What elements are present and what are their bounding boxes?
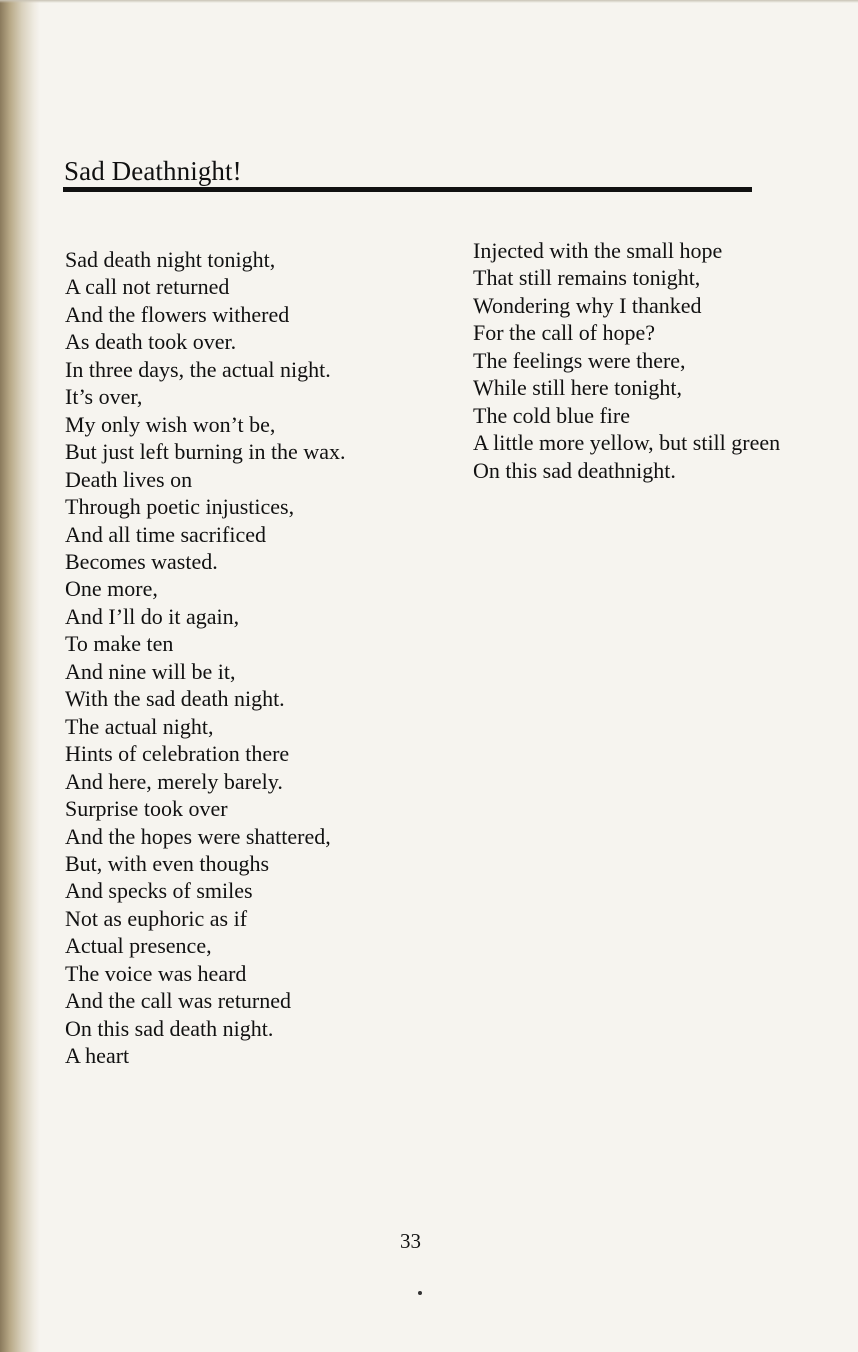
poem-left-column xyxy=(65,246,345,1070)
poem-line: Surprise took over xyxy=(65,796,228,822)
poem-line: And nine will be it, xyxy=(65,658,236,684)
poem-line: The feelings were there, xyxy=(473,347,686,373)
poem-line: Death lives on xyxy=(65,466,193,492)
poem-title: Sad Deathnight! xyxy=(64,156,242,186)
poem-line: Hints of celebration there xyxy=(65,741,290,767)
poem-line: Through poetic injustices, xyxy=(65,494,295,520)
poem-line: While still here tonight, xyxy=(473,375,682,401)
poem-line: And the call was returned xyxy=(65,988,292,1014)
poem-line: A heart xyxy=(65,1043,130,1069)
poem-line: A call not returned xyxy=(65,274,230,300)
poem-line: Wondering why I thanked xyxy=(473,292,702,318)
poem-line: The actual night, xyxy=(65,713,214,739)
poem-line: Injected with the small hope xyxy=(473,238,723,263)
page-number: 33 xyxy=(400,1229,421,1253)
poem-line: And the hopes were shattered, xyxy=(65,823,331,849)
poem-line: The cold blue fire xyxy=(473,402,630,428)
poem-right-column xyxy=(473,237,780,484)
poem-line: And here, merely barely. xyxy=(65,768,283,794)
title-underline-rule xyxy=(63,187,752,192)
poem-line: To make ten xyxy=(65,631,174,657)
poem-line: That still remains tonight, xyxy=(473,265,701,291)
poem-line: And I’ll do it again, xyxy=(65,603,240,629)
poem-line: And the flowers withered xyxy=(65,301,290,327)
poem-line: But, with even thoughs xyxy=(65,850,270,876)
poem-line: Becomes wasted. xyxy=(65,548,218,574)
poem-line: Not as euphoric as if xyxy=(65,905,248,931)
page-top-edge xyxy=(0,0,858,3)
poem-line: One more, xyxy=(65,576,158,602)
ink-speck xyxy=(418,1291,422,1295)
poem-line: Actual presence, xyxy=(65,933,212,959)
poem-line: And all time sacrificed xyxy=(65,521,266,547)
poem-line: In three days, the actual night. xyxy=(65,356,331,382)
poem-line: On this sad death night. xyxy=(65,1015,274,1041)
poem-line: The voice was heard xyxy=(65,960,247,986)
poem-line: A little more yellow, but still green xyxy=(473,430,781,456)
poem-line: As death took over. xyxy=(65,329,237,355)
poem-line: On this sad deathnight. xyxy=(473,457,676,483)
poem-line: For the call of hope? xyxy=(473,320,656,346)
page-binding-shadow xyxy=(0,0,40,1352)
poem-line: My only wish won’t be, xyxy=(65,411,276,437)
poem-line: It’s over, xyxy=(65,384,143,410)
poem-line: With the sad death night. xyxy=(65,686,285,712)
poem-line: Sad death night tonight, xyxy=(65,247,276,272)
poem-line: And specks of smiles xyxy=(65,878,253,904)
poem-line: But just left burning in the wax. xyxy=(65,439,346,465)
